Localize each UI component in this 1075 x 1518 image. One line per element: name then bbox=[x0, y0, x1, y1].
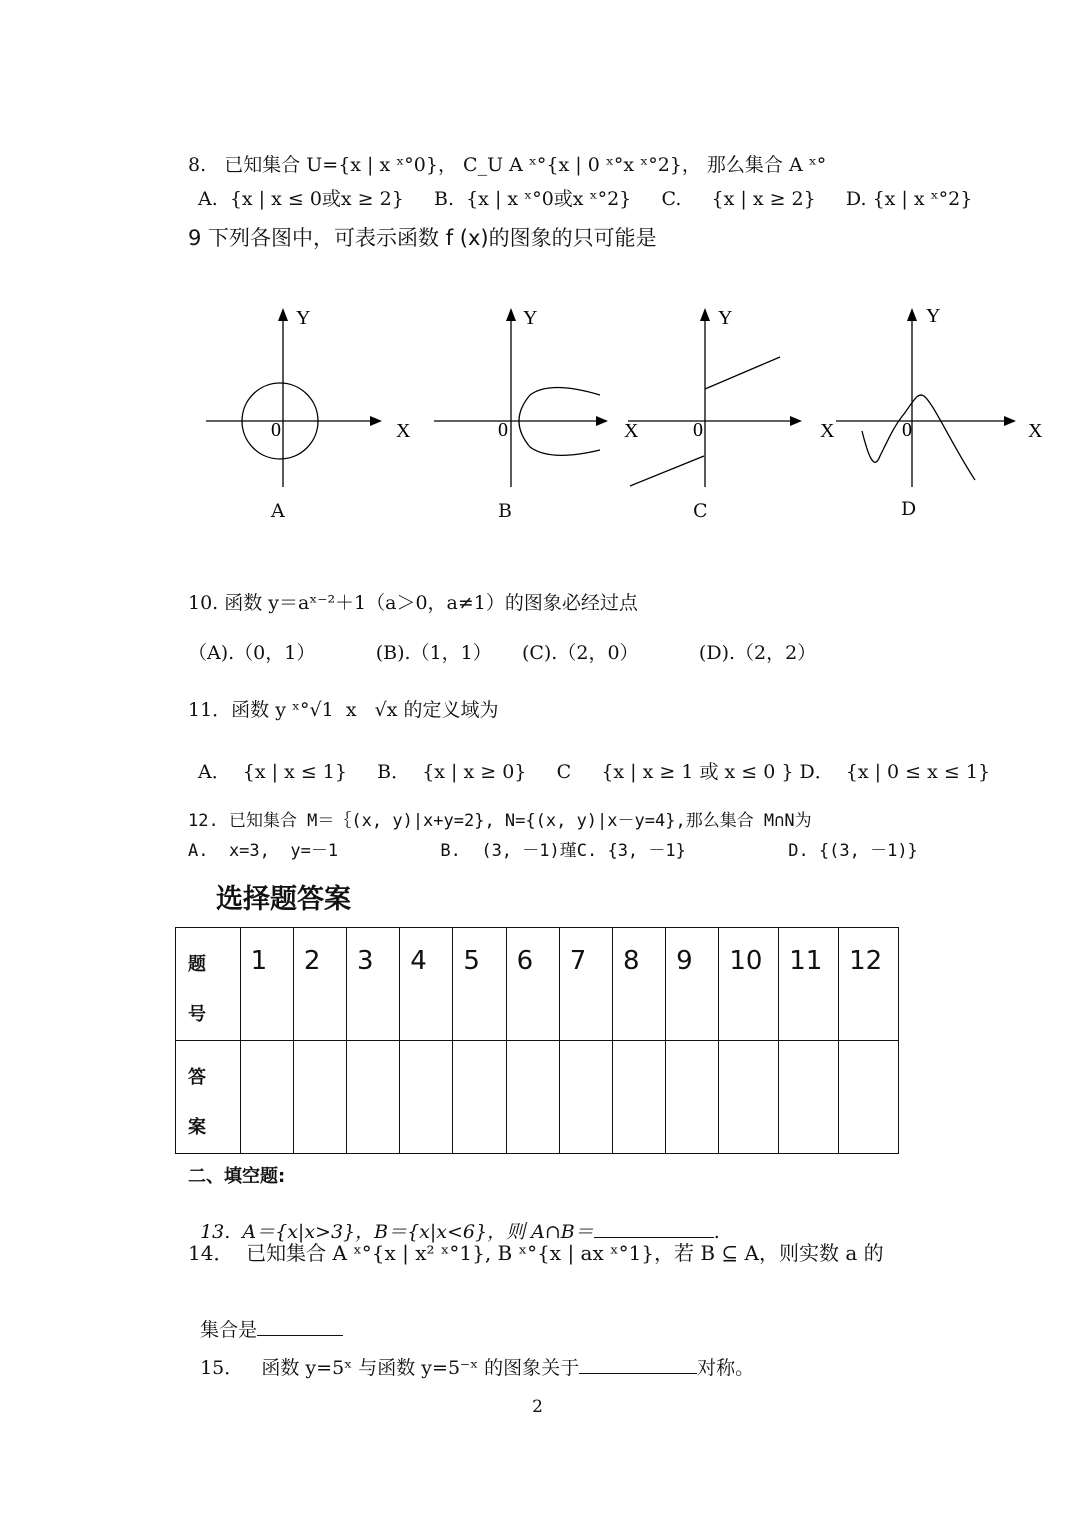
answer-cell[interactable] bbox=[779, 1041, 839, 1154]
y-axis-label: Y bbox=[523, 307, 538, 329]
origin-label: 0 bbox=[693, 419, 703, 441]
number-cell: 1 bbox=[240, 928, 293, 1041]
y-axis-label: Y bbox=[926, 305, 941, 327]
q12-stem: 12. 已知集合 M＝｛(x, y)|x+y=2}, N={(x, y)|x－y=4},那么集合 M∩N为 bbox=[188, 811, 812, 831]
q10-options: （A).（0，1） (B).（1，1） (C).（2，0） (D).（2，2） bbox=[188, 642, 817, 664]
q8-stem: 8. 已知集合 U={x | x ˣ°0}， C_U A ˣ°{x | 0 ˣ°x ˣ°2}， 那么集合 A ˣ° bbox=[188, 154, 827, 176]
origin-label: 0 bbox=[271, 419, 281, 441]
answer-cell[interactable] bbox=[293, 1041, 346, 1154]
number-cell: 11 bbox=[779, 928, 839, 1041]
number-cell: 10 bbox=[719, 928, 779, 1041]
number-cell: 4 bbox=[400, 928, 453, 1041]
graph-b-label: B bbox=[498, 500, 512, 522]
answer-cell[interactable] bbox=[347, 1041, 400, 1154]
number-cell: 12 bbox=[839, 928, 899, 1041]
row-label-answer: 答 案 bbox=[176, 1041, 241, 1154]
number-cell: 9 bbox=[666, 928, 719, 1041]
x-axis-label: X bbox=[820, 420, 835, 442]
q15-text: 15． 函数 y=5ˣ 与函数 y=5⁻ˣ 的图象关于 bbox=[200, 1357, 580, 1379]
q11-stem: 11．函数 y ˣ°√1 x √x 的定义域为 bbox=[188, 699, 499, 721]
page-number: 2 bbox=[532, 1397, 543, 1417]
graph-c bbox=[620, 300, 840, 495]
number-cell: 8 bbox=[612, 928, 665, 1041]
x-axis-label: X bbox=[1028, 420, 1043, 442]
lower-ray bbox=[630, 456, 704, 486]
q8-options: A. {x | x ≤ 0或x ≥ 2} B. {x | x ˣ°0或x ˣ°2} C. {x | x ≥ 2} D. {x | x ˣ°2} bbox=[198, 188, 973, 210]
number-cell: 2 bbox=[293, 928, 346, 1041]
answer-cell[interactable] bbox=[453, 1041, 506, 1154]
number-cell: 7 bbox=[559, 928, 612, 1041]
answer-cell[interactable] bbox=[839, 1041, 899, 1154]
q12-options: A. x=3, y=－1 B. (3, －1)瑾C. {3, －1} D. {(3, －1)} bbox=[188, 841, 918, 861]
graph-c-label: C bbox=[693, 500, 708, 522]
q11-options: A． {x | x ≤ 1} B． {x | x ≥ 0} C {x | x ≥ 1 或 x ≤ 0 } D． {x | 0 ≤ x ≤ 1} bbox=[198, 761, 991, 783]
q9-stem: 9 下列各图中，可表示函数 f (x)的图象的只可能是 bbox=[188, 226, 657, 250]
answer-cell[interactable] bbox=[506, 1041, 559, 1154]
number-cell: 6 bbox=[506, 928, 559, 1041]
q13-end: . bbox=[713, 1221, 720, 1243]
answer-cell[interactable] bbox=[559, 1041, 612, 1154]
table-row-numbers bbox=[176, 928, 899, 1041]
origin-label: 0 bbox=[498, 419, 508, 441]
fill-heading: 二、填空题: bbox=[188, 1166, 286, 1187]
graph-d-label: D bbox=[901, 498, 917, 520]
q10-stem: 10. 函数 y＝aˣ⁻²＋1（a＞0，a≠1）的图象必经过点 bbox=[188, 592, 638, 614]
row-label-number: 题 号 bbox=[176, 928, 241, 1041]
number-cell: 5 bbox=[453, 928, 506, 1041]
answer-cell[interactable] bbox=[666, 1041, 719, 1154]
graph-d bbox=[830, 300, 1055, 495]
q13-line bbox=[188, 1194, 720, 1244]
answer-cell[interactable] bbox=[240, 1041, 293, 1154]
x-axis-label: X bbox=[396, 420, 411, 442]
q15-end: 对称。 bbox=[697, 1357, 755, 1379]
number-cell: 3 bbox=[347, 928, 400, 1041]
q13-blank[interactable] bbox=[594, 1218, 714, 1238]
q13-text: 13. A＝{x|x>3}，B＝{x|x<6}，则 A∩B＝ bbox=[200, 1221, 594, 1243]
answers-title: 选择题答案 bbox=[216, 884, 351, 915]
answers-table bbox=[175, 927, 899, 1154]
y-axis-label: Y bbox=[296, 307, 311, 329]
upper-ray bbox=[705, 357, 780, 389]
q14-text: 集合是 bbox=[200, 1319, 258, 1341]
answer-cell[interactable] bbox=[612, 1041, 665, 1154]
graph-b bbox=[430, 300, 650, 495]
wave-curve bbox=[862, 395, 975, 480]
graph-a bbox=[200, 300, 420, 495]
origin-label: 0 bbox=[902, 419, 912, 441]
x-axis-label: X bbox=[624, 420, 639, 442]
graph-a-label: A bbox=[271, 500, 285, 522]
q15-line bbox=[188, 1330, 754, 1380]
y-axis-label: Y bbox=[718, 307, 733, 329]
q14-stem: 14． 已知集合 A ˣ°{x | x² ˣ°1}, B ˣ°{x | ax ˣ°1}，若 B ⊆ A，则实数 a 的 bbox=[188, 1241, 884, 1265]
answer-cell[interactable] bbox=[719, 1041, 779, 1154]
q15-blank[interactable] bbox=[579, 1354, 697, 1374]
answer-cell[interactable] bbox=[400, 1041, 453, 1154]
table-row-answers bbox=[176, 1041, 899, 1154]
